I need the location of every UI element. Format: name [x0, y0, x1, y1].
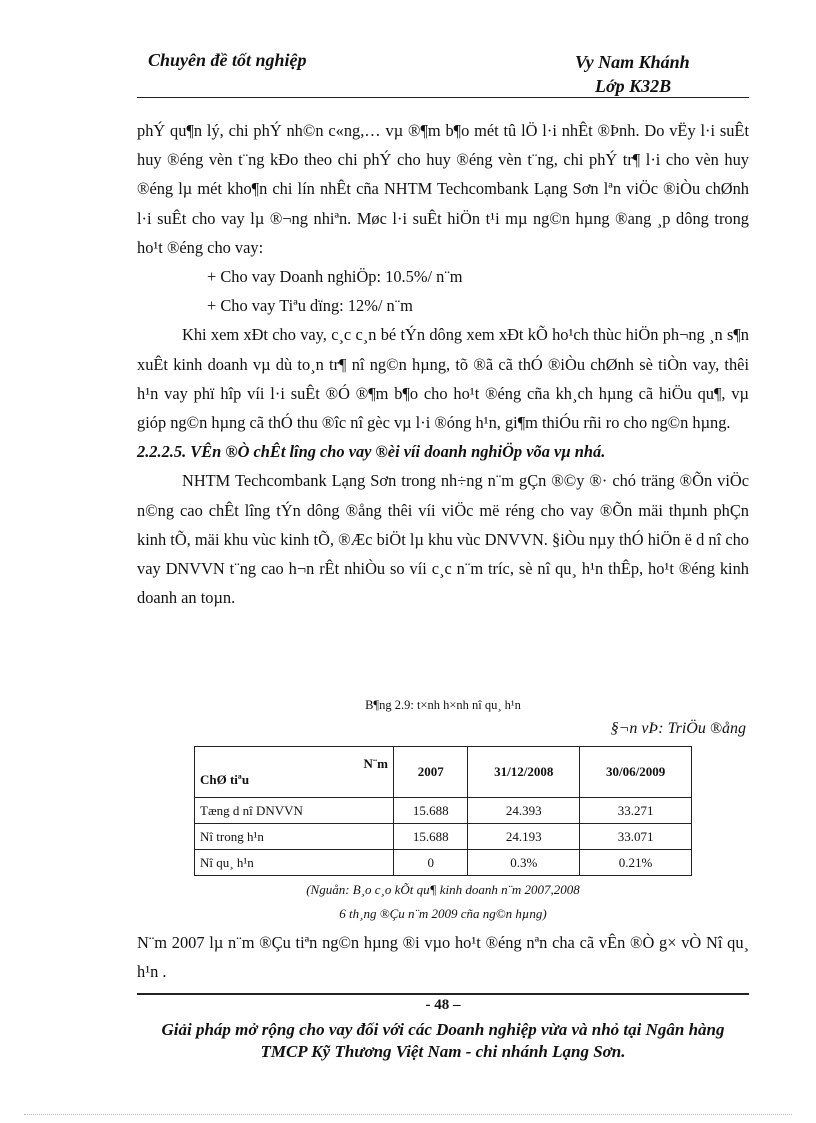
page-number: - 48 –: [425, 997, 461, 1013]
header-class: Lớp K32B: [595, 76, 672, 96]
body-text: [137, 116, 749, 612]
table-header-row: [195, 747, 692, 798]
table-cell: 0.21%: [580, 850, 692, 876]
row-label: Nî trong h¹n: [195, 824, 394, 850]
table-cell: 24.393: [468, 798, 580, 824]
table-source: [137, 878, 749, 926]
paragraph-1: phÝ qu¶n lý, chi phÝ nh©n c«ng,… vµ ®¶m b¶o mét tû lÖ l·i nhÊt ®Þnh. Do vËy l·i suÊt huy ®éng vèn t¨ng kÐo theo chi phÝ cho huy ®éng vèn t¨ng, chi phÝ tr¶ l·i cho vèn huy ®éng lµ mét kho¶n chi lín nhÊt cña NHTM Techcombank Lạng Sơn lªn viÖc ®iÒu chØnh l·i suÊt cho vay lµ ®¬ng nhiªn. Møc l·i suÊt hiÖn t¹i mµ ng©n hµng ®ang ¸p dông trong ho¹t ®éng cho vay:: [137, 121, 749, 257]
source-line-1: (Nguån: B¸o c¸o kÕt qu¶ kinh doanh n¨m 2007,2008: [306, 882, 580, 897]
table-cell: 24.193: [468, 824, 580, 850]
table-cell: 15.688: [394, 824, 468, 850]
table-cell: 33.271: [580, 798, 692, 824]
table-unit: §¬n vÞ: TriÖu ®ång: [610, 720, 746, 737]
column-header: 2007: [394, 747, 468, 798]
footer-divider: [137, 993, 749, 995]
table-caption: B¶ng 2.9: t×nh h×nh nî qu¸ h¹n: [365, 698, 521, 712]
corner-year-label: N¨m: [363, 756, 388, 771]
corner-indicator-label: ChØ tiªu: [200, 772, 250, 787]
bullet-business-rate: + Cho vay Doanh nghiÖp: 10.5%/ n¨m: [207, 267, 463, 287]
row-label: Nî qu¸ h¹n: [195, 850, 394, 876]
source-line-2: 6 th¸ng ®Çu n¨m 2009 cña ng©n hµng): [339, 906, 547, 921]
closing-paragraph: N¨m 2007 lµ n¨m ®Çu tiªn ng©n hµng ®i vµo ho¹t ®éng nªn cha cã vÊn ®Ò g× vÒ Nî qu¸ h¹n .: [137, 933, 749, 982]
table-cell: 0.3%: [468, 850, 580, 876]
table-cell: 0: [394, 850, 468, 876]
section-heading: 2.2.2.5. VÊn ®Ò chÊt lîng cho vay ®èi víi doanh nghiÖp võa vµ nhá.: [137, 442, 606, 462]
row-label: Tæng d nî DNVVN: [195, 798, 394, 824]
paragraph-2: Khi xem xÐt cho vay, c¸c c¸n bé tÝn dông xem xÐt kÕ ho¹ch thùc hiÖn ph¬ng ¸n s¶n xuÊt kinh doanh vµ dù to¸n tr¶ nî ng©n hµng, tõ ®ã cã thÓ ®iÒu chØnh sè tiÒn vay, thêi h¹n vay phï hîp víi l·i suÊt ®Ó ®¶m b¶o cho ho¹t ®éng cña kh¸ch hµng cã hiÖu qu¶, vµ gióp ng©n hµng cã thÓ thu ®îc nî gèc vµ l·i ®óng h¹n, gi¶m thiÓu rñi ro cho ng©n hµng.: [137, 325, 749, 433]
table-row: [195, 850, 692, 876]
table-cell: 33.071: [580, 824, 692, 850]
table-row: [195, 824, 692, 850]
page-edge: [24, 1114, 792, 1115]
overdue-debt-table: [194, 746, 692, 876]
header-author: Vy Nam Khánh: [575, 52, 690, 72]
header-title: Chuyên đề tốt nghiệp: [148, 50, 307, 70]
footer-title: Giải pháp mở rộng cho vay đối với các Doanh nghiệp vừa và nhỏ tại Ngân hàng TMCP Kỹ Thương Việt Nam - chi nhánh Lạng Sơn.: [161, 1020, 725, 1061]
header-author-block: [575, 50, 690, 98]
table-cell: 15.688: [394, 798, 468, 824]
table-row: [195, 798, 692, 824]
table-corner-header: [195, 747, 394, 798]
bullet-consumer-rate: + Cho vay Tiªu dïng: 12%/ n¨m: [207, 296, 413, 316]
paragraph-3: NHTM Techcombank Lạng Sơn trong nh÷ng n¨m gÇn ®©y ®· chó träng ®Õn viÖc n©ng cao chÊt lîng tÝn dông ®ång thêi víi viÖc më réng cho vay ®Õn mäi thµnh phÇn kinh tÕ, mäi khu vùc kinh tÕ, ®Æc biÖt lµ khu vùc DNVVN. §iÒu nµy thÓ hiÖn ë d nî cho vay DNVVN t¨ng cao h¬n rÊt nhiÒu so víi c¸c n¨m tríc, sè nî qu¸ h¹n thÊp, ho¹t ®éng kinh doanh an toµn.: [137, 471, 749, 608]
column-header: 31/12/2008: [468, 747, 580, 798]
column-header: 30/06/2009: [580, 747, 692, 798]
header-divider: [137, 97, 749, 98]
